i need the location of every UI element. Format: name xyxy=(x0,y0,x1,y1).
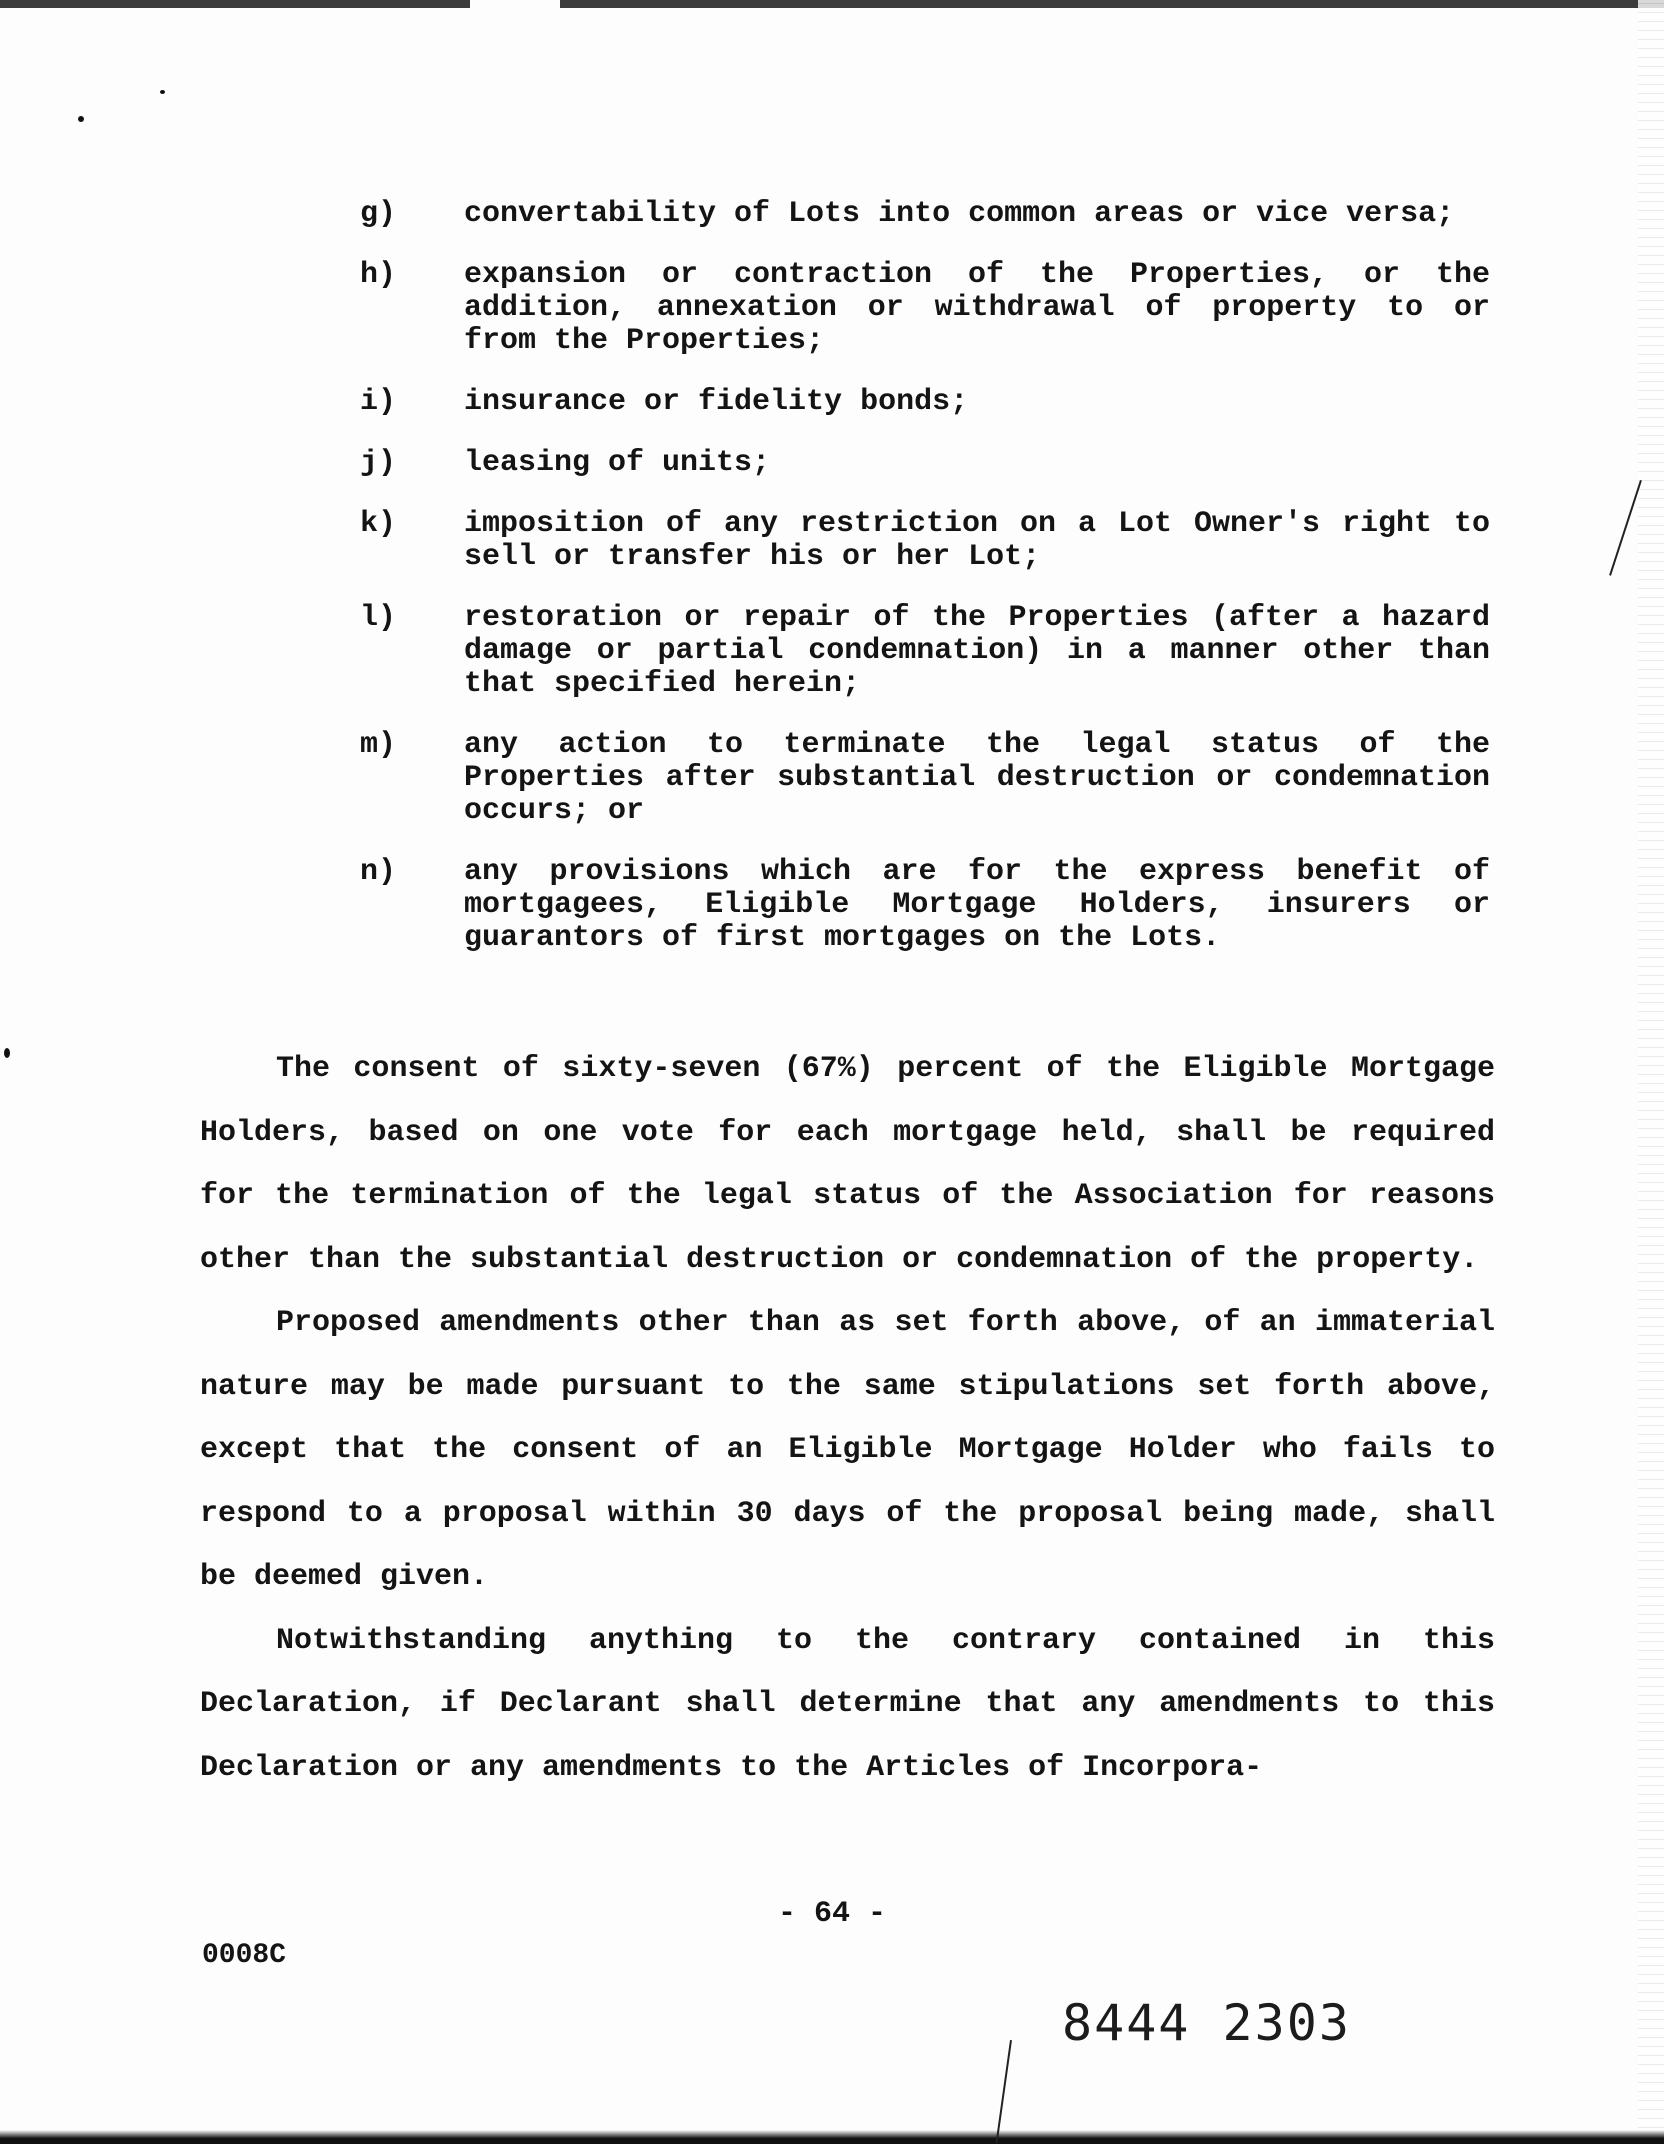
scan-bottom-edge xyxy=(0,2130,1664,2144)
list-item-g xyxy=(360,198,1490,231)
scan-top-gap xyxy=(470,0,560,8)
scan-speck xyxy=(78,116,84,122)
list-item-letter: n) xyxy=(360,855,397,889)
list-item-text: convertability of Lots into common areas or vice versa; xyxy=(464,197,1455,231)
scan-mark xyxy=(1609,480,1642,576)
record-stamp-number: 8444 2303 xyxy=(1062,1994,1351,2052)
list-item-letter: l) xyxy=(360,601,397,635)
list-item-k xyxy=(360,508,1490,574)
paragraph-proposed-amendments: Proposed amendments other than as set forth above, of an immaterial nature may be made pursuant to the same stipulations set forth above, except that the consent of an Eligible Mortgage Holder who fails to respond to a proposal within 30 days of the proposal being made, shall be deemed given. xyxy=(200,1306,1495,1594)
scan-mark xyxy=(996,2040,1012,2143)
paragraph-notwithstanding: Notwithstanding anything to the contrary contained in this Declaration, if Declarant shall determine that any amendments to this Declaration or any amendments to the Articles of Incorpora- xyxy=(200,1623,1495,1785)
list-item-letter: i) xyxy=(360,385,397,419)
scan-top-edge xyxy=(0,0,1664,8)
list-item-m xyxy=(360,729,1490,828)
list-item-i xyxy=(360,386,1490,419)
list-item-text: imposition of any restriction on a Lot Owner's right to sell or transfer his or her Lot; xyxy=(464,507,1490,574)
list-item-letter: k) xyxy=(360,507,397,541)
list-item-letter: g) xyxy=(360,197,397,231)
list-item-h xyxy=(360,259,1490,358)
list-item-text: any provisions which are for the express benefit of mortgagees, Eligible Mortgage Holders, insurers or guarantors of first mortgages on the Lots. xyxy=(464,855,1490,955)
scan-speck xyxy=(4,1048,10,1058)
page-number: - 64 - xyxy=(777,1897,887,1931)
list-item-l xyxy=(360,602,1490,701)
list-item-text: leasing of units; xyxy=(464,446,771,480)
list-item-text: any action to terminate the legal status of the Properties after substantial destruction or condemnation occurs; or xyxy=(464,728,1490,828)
paragraph-consent: The consent of sixty-seven (67%) percent of the Eligible Mortgage Holders, based on one vote for each mortgage held, shall be required for the termination of the legal status of the Association for reasons other than the substantial destruction or condemnation of the property. xyxy=(200,1052,1495,1277)
scan-speck xyxy=(160,90,165,94)
list-item-n xyxy=(360,856,1490,955)
amendment-items-list xyxy=(360,198,1490,983)
list-item-text: restoration or repair of the Properties (after a hazard damage or partial condemnation) in a manner other than that specified herein; xyxy=(464,601,1490,701)
list-item-letter: j) xyxy=(360,446,397,480)
list-item-text: insurance or fidelity bonds; xyxy=(464,385,969,419)
scan-right-edge xyxy=(1638,0,1664,2144)
list-item-text: expansion or contraction of the Properties, or the addition, annexation or withdrawal of property to or from the Properties; xyxy=(464,258,1490,358)
list-item-j xyxy=(360,447,1490,480)
list-item-letter: h) xyxy=(360,258,397,292)
document-code: 0008C xyxy=(202,1940,287,1971)
list-item-letter: m) xyxy=(360,728,397,762)
body-paragraphs xyxy=(200,1038,1495,1800)
